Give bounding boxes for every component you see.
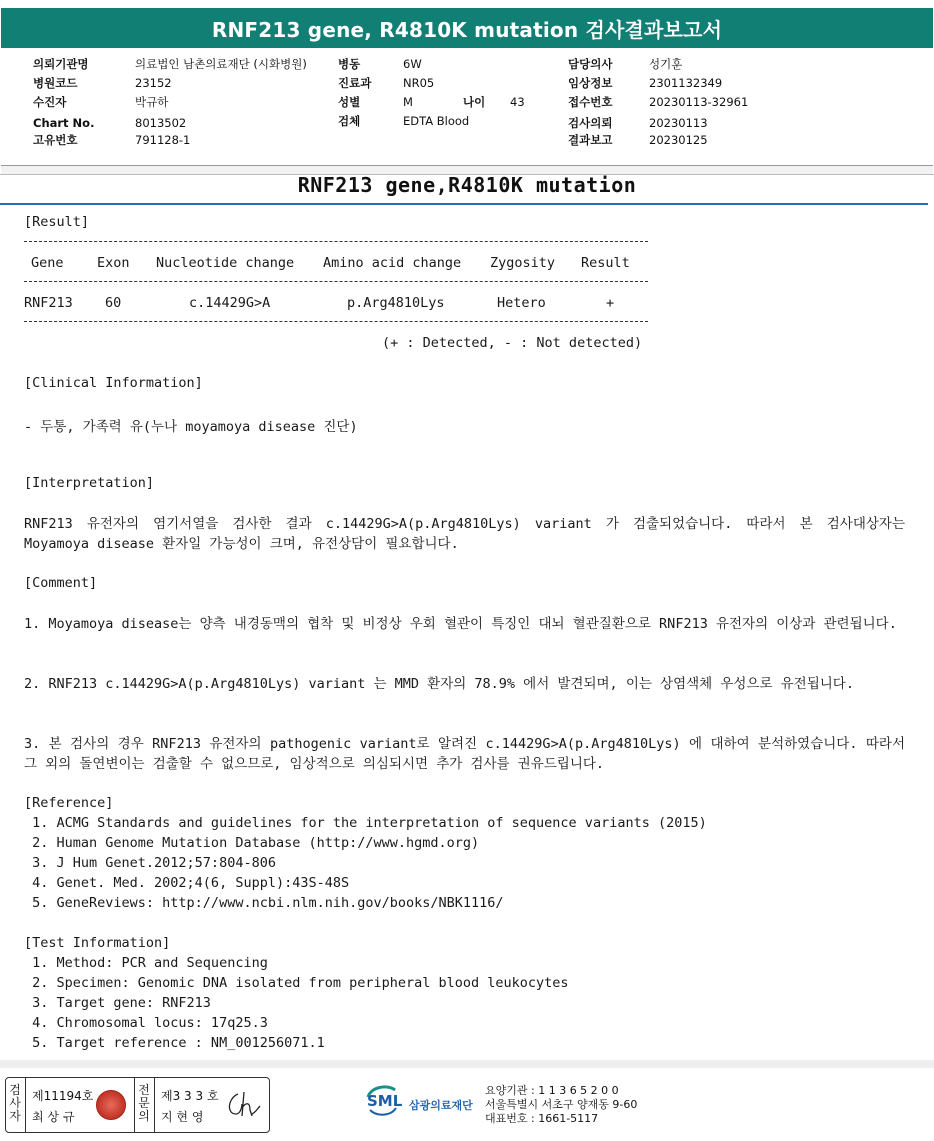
- handwritten-signature-icon: [224, 1088, 262, 1122]
- result-legend: (+ : Detected, - : Not detected): [382, 335, 643, 351]
- report-date-label: 결과보고: [568, 133, 613, 147]
- reviewer-license-no: 제3 3 3 호: [161, 1089, 219, 1103]
- patient-value: 박규하: [135, 95, 169, 109]
- reference-item: 1. ACMG Standards and guidelines for the interpretation of sequence variants (2015): [24, 815, 707, 831]
- comment-item: 3. 본 검사의 경우 RNF213 유전자의 pathogenic variant로 알려진 c.14429G>A(p.Arg4810Lys) 에 대하여 분석하였습니다. 따라서 그 외의 돌연변이는 검출할 수 없으므로, 임상적으로 의심되시면 추가 검사를 권유드립니다.: [24, 736, 905, 772]
- col-header-gene: Gene: [31, 255, 64, 271]
- age-value: 43: [510, 95, 525, 109]
- clinical-info-value: 2301132349: [649, 76, 723, 90]
- table-divider: [24, 281, 648, 282]
- hospital-code-value: 23152: [135, 76, 172, 90]
- col-header-nucleotide: Nucleotide change: [156, 255, 295, 271]
- receipt-no-label: 접수번호: [568, 95, 613, 109]
- request-date-label: 검사의뢰: [568, 116, 613, 130]
- sml-logo: [365, 1083, 480, 1117]
- col-header-result: Result: [581, 255, 630, 271]
- examiner-name: 최 상 규: [32, 1110, 75, 1124]
- unique-no-value: 791128-1: [135, 133, 191, 147]
- chart-no-value: 8013502: [135, 116, 187, 130]
- test-info-item: 4. Chromosomal locus: 17q25.3: [24, 1015, 268, 1031]
- cell-amino-acid: p.Arg4810Lys: [347, 295, 445, 311]
- age-label: 나이: [463, 95, 486, 109]
- interpretation-text: RNF213 유전자의 염기서열을 검사한 결과 c.14429G>A(p.Arg4810Lys) variant 가 검출되었습니다. 따라서 본 검사대상자는 Moyamoya disease 환자일 가능성이 크며, 유전상담이 필요합니다.: [24, 516, 905, 552]
- test-info-item: 2. Specimen: Genomic DNA isolated from peripheral blood leukocytes: [24, 975, 569, 991]
- seal-stamp-icon: [96, 1090, 126, 1120]
- phone: 대표번호 : 1661-5117: [485, 1112, 599, 1125]
- col-header-zygosity: Zygosity: [490, 255, 556, 271]
- cell-exon: 60: [105, 295, 122, 311]
- test-info-item: 3. Target gene: RNF213: [24, 995, 211, 1011]
- examiner-label: 검사자: [9, 1083, 21, 1123]
- divider: [154, 1078, 155, 1132]
- cell-zygosity: Hetero: [497, 295, 546, 311]
- table-divider: [24, 321, 648, 322]
- title-underline: [0, 203, 928, 205]
- address: 서울특별시 서초구 양재동 9-60: [485, 1098, 638, 1111]
- requester-value: 의료법인 남촌의료재단 (시화병원): [135, 57, 307, 71]
- footer-divider: [0, 1060, 934, 1068]
- cell-result: +: [606, 295, 615, 311]
- ward-value: 6W: [403, 57, 422, 71]
- divider: [25, 1078, 26, 1132]
- test-info-item: 1. Method: PCR and Sequencing: [24, 955, 268, 971]
- reference-item: 3. J Hum Genet.2012;57:804-806: [24, 855, 276, 871]
- org-name: 삼광의료재단: [409, 1099, 473, 1112]
- clinical-info-label: 임상정보: [568, 76, 613, 90]
- reference-item: 5. GeneReviews: http://www.ncbi.nlm.nih.gov/books/NBK1116/: [24, 895, 504, 911]
- reviewer-label: 전문의: [138, 1083, 150, 1123]
- sex-label: 성별: [338, 95, 361, 109]
- receipt-no-value: 20230113-32961: [649, 95, 749, 109]
- logo-text: SML: [367, 1092, 403, 1110]
- signature-box: [5, 1077, 270, 1133]
- chart-no-label: Chart No.: [33, 116, 95, 130]
- col-header-amino-acid: Amino acid change: [323, 255, 462, 271]
- examiner-license-no: 제11194호: [32, 1089, 94, 1103]
- divider: [134, 1078, 135, 1132]
- test-info-heading: [Test Information]: [24, 935, 171, 951]
- interpretation-heading: [Interpretation]: [24, 475, 155, 491]
- footer-info: [485, 1084, 637, 1126]
- col-header-exon: Exon: [97, 255, 130, 271]
- report-date-value: 20230125: [649, 133, 708, 147]
- test-info-item: 5. Target reference : NM_001256071.1: [24, 1035, 325, 1051]
- comment-item: 2. RNF213 c.14429G>A(p.Arg4810Lys) variant 는 MMD 환자의 78.9% 에서 발견되며, 이는 상염색체 우성으로 유전됩니다.: [24, 676, 854, 692]
- ward-label: 병동: [338, 57, 361, 71]
- department-value: NR05: [403, 76, 435, 90]
- cell-nucleotide: c.14429G>A: [189, 295, 271, 311]
- clinical-heading: [Clinical Information]: [24, 375, 203, 391]
- clinical-text: - 두통, 가족력 유(누나 moyamoya disease 진단): [24, 419, 358, 435]
- specimen-label: 검체: [338, 114, 361, 128]
- requester-label: 의뢰기관명: [33, 57, 89, 71]
- sex-value: M: [403, 95, 413, 109]
- specimen-value: EDTA Blood: [403, 114, 470, 128]
- institution-code: 요양기관 : 1 1 3 6 5 2 0 0: [485, 1084, 619, 1097]
- department-label: 진료과: [338, 76, 372, 90]
- reference-item: 4. Genet. Med. 2002;4(6, Suppl):43S-48S: [24, 875, 350, 891]
- reviewer-name: 지 현 영: [161, 1110, 204, 1124]
- unique-no-label: 고유번호: [33, 133, 78, 147]
- request-date-value: 20230113: [649, 116, 708, 130]
- report-header-title: RNF213 gene, R4810K mutation 검사결과보고서: [211, 17, 723, 42]
- cell-gene: RNF213: [24, 295, 73, 311]
- table-divider: [24, 241, 648, 242]
- report-header-bar: [1, 8, 933, 48]
- reference-item: 2. Human Genome Mutation Database (http://www.hgmd.org): [24, 835, 480, 851]
- document-title: RNF213 gene,R4810K mutation: [297, 173, 637, 197]
- hospital-code-label: 병원코드: [33, 76, 78, 90]
- comment-item: 1. Moyamoya disease는 양측 내경동맥의 협착 및 비정상 우회 혈관이 특징인 대뇌 혈관질환으로 RNF213 유전자의 이상과 관련됩니다.: [24, 616, 897, 632]
- doctor-value: 성기훈: [649, 57, 683, 71]
- patient-label: 수진자: [33, 95, 67, 109]
- reference-heading: [Reference]: [24, 795, 114, 811]
- result-heading: [Result]: [24, 214, 90, 230]
- doctor-label: 담당의사: [568, 57, 613, 71]
- comment-heading: [Comment]: [24, 575, 98, 591]
